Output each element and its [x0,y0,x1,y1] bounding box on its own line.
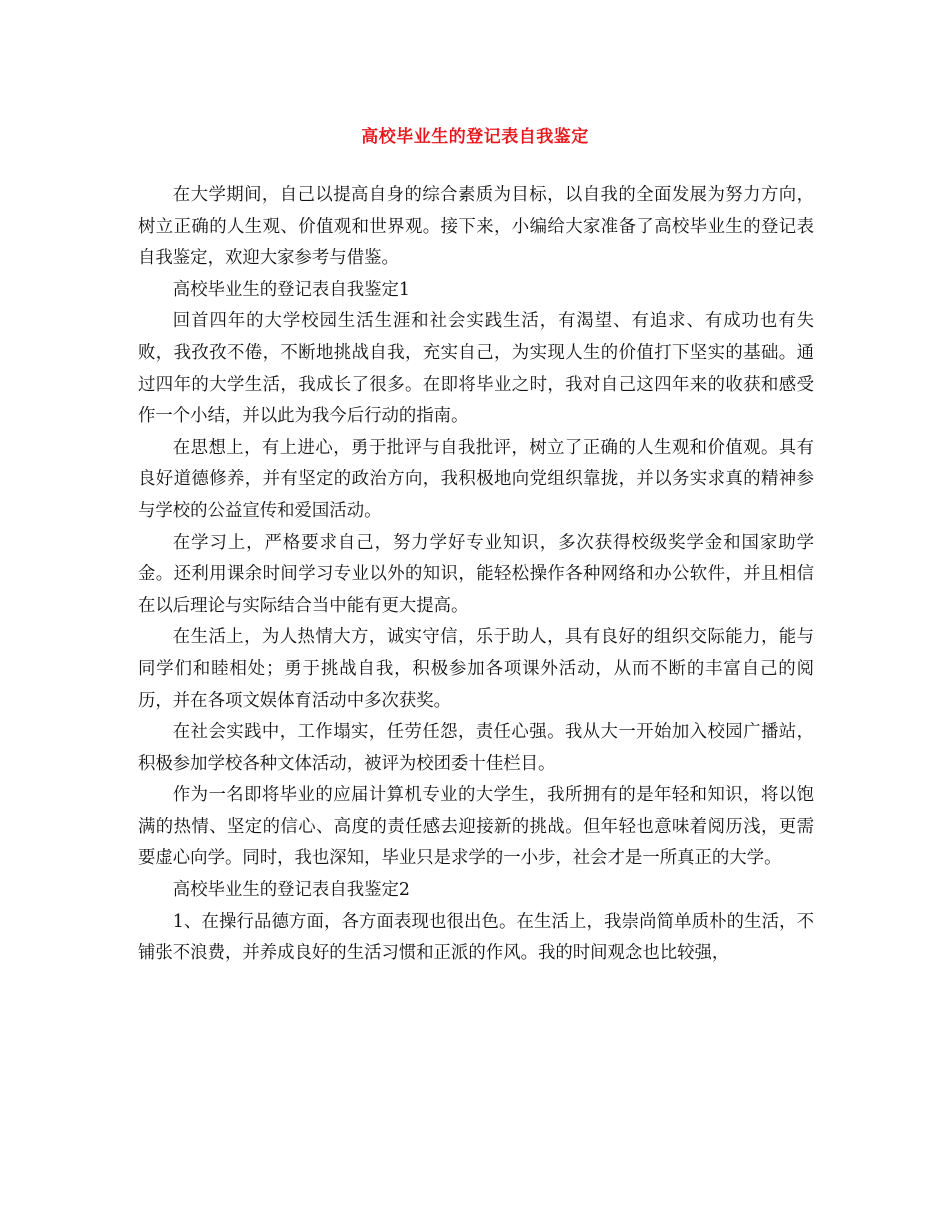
body-paragraph: 作为一名即将毕业的应届计算机专业的大学生，我所拥有的是年轻和知识，将以饱满的热情、坚定的信心、高度的责任感去迎接新的挑战。但年轻也意味着阅历浅，更需要虚心向学。同时，我也深知，毕业只是求学的一小步，社会才是一所真正的大学。 [138,785,814,869]
body-paragraph: 在思想上，有上进心，勇于批评与自我批评，树立了正确的人生观和价值观。具有良好道德修养，并有坚定的政治方向，我积极地向党组织靠拢，并以务实求真的精神参与学校的公益宣传和爱国活动。 [138,437,814,521]
document-body [138,180,814,970]
body-paragraph: 1、在操行品德方面，各方面表现也很出色。在生活上，我崇尚简单质朴的生活，不铺张不浪费，并养成良好的生活习惯和正派的作风。我的时间观念也比较强， [138,911,814,964]
intro-paragraph: 在大学期间，自己以提高自身的综合素质为目标，以自我的全面发展为努力方向，树立正确的人生观、价值观和世界观。接下来，小编给大家准备了高校毕业生的登记表自我鉴定，欢迎大家参考与借鉴。 [138,185,814,269]
body-paragraph: 在学习上，严格要求自己，努力学好专业知识，多次获得校级奖学金和国家助学金。还利用课余时间学习专业以外的知识，能轻松操作各种网络和办公软件，并且相信在以后理论与实际结合当中能有更大提高。 [138,532,814,616]
body-paragraph: 在生活上，为人热情大方，诚实守信，乐于助人，具有良好的组织交际能力，能与同学们和睦相处；勇于挑战自我，积极参加各项课外活动，从而不断的丰富自己的阅历，并在各项文娱体育活动中多次获奖。 [138,627,814,711]
section-heading-1: 高校毕业生的登记表自我鉴定1 [172,279,410,300]
body-paragraph: 回首四年的大学校园生活生涯和社会实践生活，有渴望、有追求、有成功也有失败，我孜孜不倦，不断地挑战自我，充实自己，为实现人生的价值打下坚实的基础。通过四年的大学生活，我成长了很多。在即将毕业之时，我对自己这四年来的收获和感受作一个小结，并以此为我今后行动的指南。 [138,311,814,427]
document-title: 高校毕业生的登记表自我鉴定 [361,127,589,147]
body-paragraph: 在社会实践中，工作塌实，任劳任怨，责任心强。我从大一开始加入校园广播站，积极参加学校各种文体活动，被评为校团委十佳栏目。 [138,722,814,774]
section-heading-2: 高校毕业生的登记表自我鉴定2 [172,880,410,901]
